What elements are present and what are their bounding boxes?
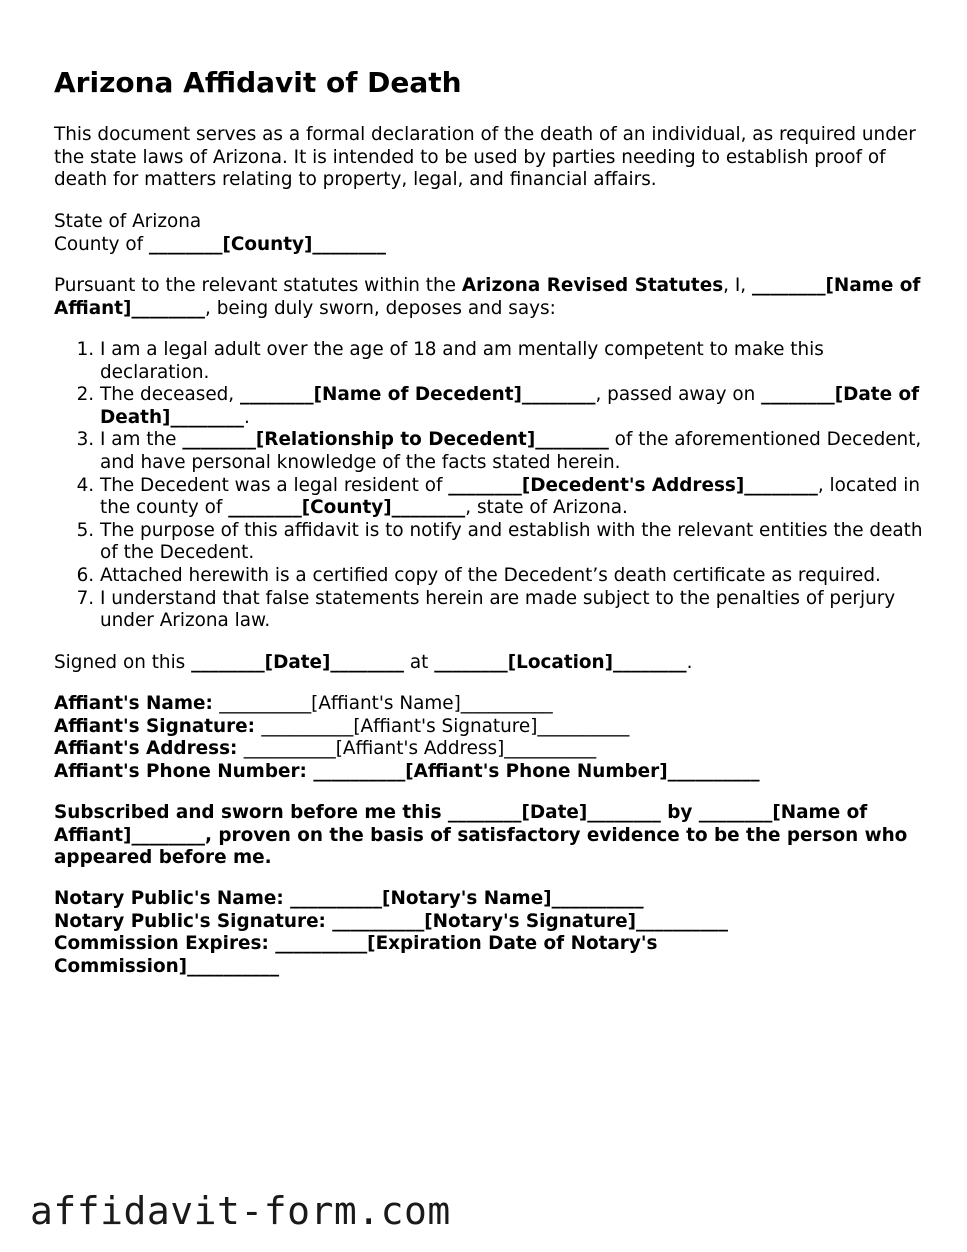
- item-4-text-b: , located in the county of: [100, 474, 921, 519]
- affiant-signature-label: Affiant's Signature:: [54, 715, 262, 737]
- affiant-block: [54, 693, 924, 783]
- item-2-text-a: The deceased,: [100, 384, 240, 406]
- affiant-phone-value: __________[Affiant's Phone Number]__________: [313, 760, 760, 782]
- preamble-paragraph: [54, 275, 924, 320]
- item-2-text-c: .: [244, 406, 250, 428]
- preamble-affiant-blank: ________[Name of Affiant]________: [54, 275, 921, 319]
- preamble-statute: Arizona Revised Statutes: [461, 275, 724, 296]
- list-item-7: 7. I understand that false statements herein are made subject to the penalties of perjury under Arizona law.: [100, 588, 924, 633]
- signed-mid: at: [404, 652, 435, 673]
- signed-prefix: Signed on this: [54, 652, 192, 673]
- venue-county-prefix: County of: [54, 233, 149, 255]
- venue-county-blank: ________[County]________: [148, 233, 386, 255]
- declaration-list: [54, 339, 924, 633]
- preamble-text-3: , being duly sworn, deposes and says:: [205, 297, 556, 319]
- preamble-text-2: , I,: [723, 275, 752, 296]
- list-item-1: 1. I am a legal adult over the age of 18 and am mentally competent to make this declaration.: [100, 339, 924, 384]
- item-3-text-b: of the aforementioned Decedent, and have personal knowledge of the facts stated herein.: [100, 429, 922, 473]
- signed-date-blank: ________[Date]________: [191, 652, 404, 673]
- affiant-address-label: Affiant's Address:: [54, 738, 244, 760]
- item-4-county-blank: ________[County]________: [228, 497, 466, 519]
- signed-line: [54, 652, 924, 675]
- preamble-text-1: Pursuant to the relevant statutes within the: [54, 275, 462, 296]
- item-2-decedent-blank: ________[Name of Decedent]________: [240, 384, 596, 406]
- venue-county: [54, 234, 924, 257]
- item-4-text-c: , state of Arizona.: [465, 497, 628, 519]
- intro-paragraph: This document serves as a formal declaration of the death of an individual, as required under the state laws of Arizona. It is intended to be used by parties needing to establish proof of death for matters relating to property, legal, and financial affairs.: [54, 124, 916, 191]
- item-3-relationship-blank: ________[Relationship to Decedent]________: [182, 429, 609, 451]
- affiant-name-line: [54, 693, 924, 716]
- notary-commission-line: Commission Expires: __________[Expiration Date of Notary's Commission]__________: [54, 933, 658, 977]
- affiant-address-value: __________[Affiant's Address]__________: [243, 738, 597, 760]
- item-4-address-blank: ________[Decedent's Address]________: [448, 474, 818, 496]
- signed-end: .: [686, 652, 693, 673]
- affiant-name-label: Affiant's Name:: [54, 693, 220, 714]
- jurat-paragraph: Subscribed and sworn before me this ________[Date]________ by ________[Name of Affiant]________, proven on the basis of satisfactory evidence to be the person who appeared before me.: [54, 802, 908, 869]
- list-item-4: [100, 475, 924, 520]
- affiant-signature-line: [54, 716, 924, 739]
- signed-location-blank: ________[Location]________: [434, 652, 687, 673]
- list-item-3: [100, 429, 924, 474]
- affiant-phone-line: [54, 761, 924, 784]
- venue-state: State of Arizona: [54, 211, 202, 232]
- venue-block: [54, 211, 924, 256]
- site-watermark: affidavit-form.com: [30, 1189, 451, 1233]
- notary-block: [54, 888, 924, 978]
- notary-signature-line: Notary Public's Signature: __________[Notary's Signature]__________: [54, 910, 728, 932]
- list-item-6: 6. Attached herewith is a certified copy of the Decedent’s death certificate as required.: [100, 565, 924, 588]
- affiant-address-line: [54, 738, 924, 761]
- item-3-text-a: I am the: [100, 429, 183, 451]
- item-2-date-blank: ________[Date of Death]________: [100, 384, 920, 428]
- document-title: Arizona Affidavit of Death: [54, 66, 462, 99]
- list-item-2: [100, 384, 924, 429]
- list-item-5: 5. The purpose of this affidavit is to notify and establish with the relevant entities the death of the Decedent.: [100, 520, 924, 565]
- notary-name-line: Notary Public's Name: __________[Notary's Name]__________: [54, 888, 644, 909]
- affiant-signature-value: __________[Affiant's Signature]__________: [261, 715, 630, 737]
- affiant-name-value: __________[Affiant's Name]__________: [219, 693, 553, 714]
- item-2-text-b: , passed away on: [595, 384, 762, 406]
- item-4-text-a: The Decedent was a legal resident of: [100, 474, 449, 496]
- affiant-phone-label: Affiant's Phone Number:: [54, 760, 314, 782]
